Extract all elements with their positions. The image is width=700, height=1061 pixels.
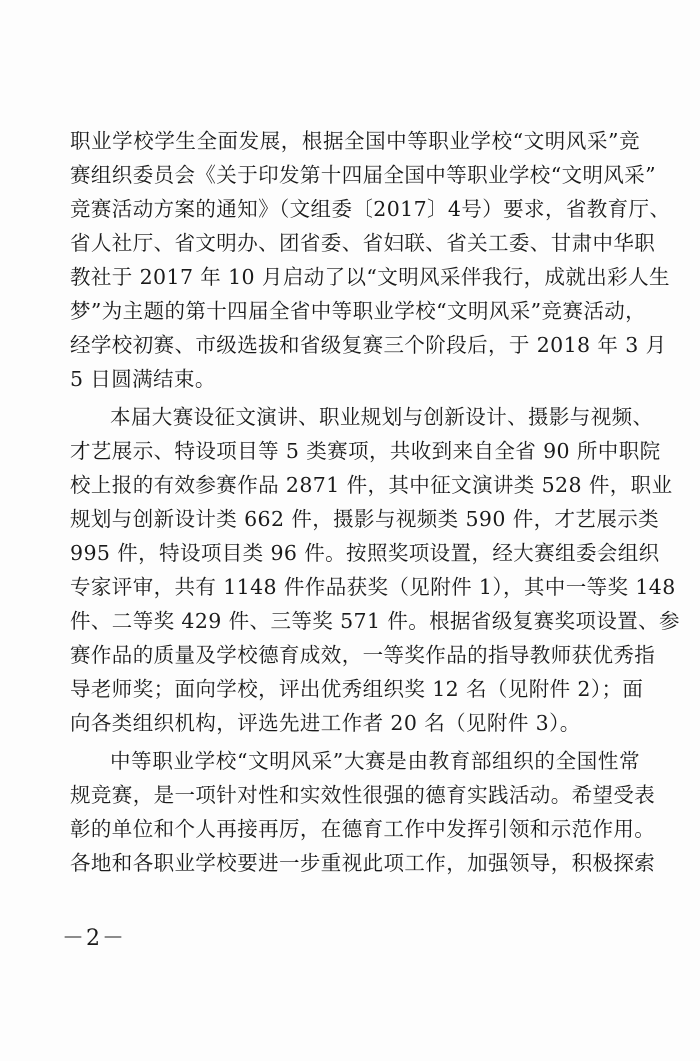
text-line: 教社于 2017 年 10 月启动了以“文明风采伴我行，成就出彩人生 [70,265,670,289]
text-line: 件、二等奖 429 件、三等奖 571 件。根据省级复赛奖项设置、参 [70,609,680,633]
text-line: 995 件，特设项目类 96 件。按照奖项设置，经大赛组委会组织 [70,541,660,565]
text-line: 彰的单位和个人再接再厉，在德育工作中发挥引领和示范作用。 [70,817,656,841]
page-number: －2－ [62,926,126,951]
text-line: 竞赛活动方案的通知》（文组委〔2017〕4号）要求，省教育厅、 [70,197,671,221]
text-line: 梦”为主题的第十四届全省中等职业学校“文明风采”竞赛活动， [70,299,647,323]
text-line: 本届大赛设征文演讲、职业规划与创新设计、摄影与视频、 [110,405,654,429]
text-line: 5 日圆满结束。 [70,367,216,391]
text-line: 规划与创新设计类 662 件，摄影与视频类 590 件，才艺展示类 [70,507,660,531]
text-line: 经学校初赛、市级选拔和省级复赛三个阶段后，于 2018 年 3 月 [70,333,667,357]
text-line: 才艺展示、特设项目等 5 类赛项，共收到来自全省 90 所中职院 [70,439,661,463]
text-line: 向各类组织机构，评选先进工作者 20 名（见附件 3）。 [70,711,581,735]
text-line: 职业学校学生全面发展，根据全国中等职业学校“文明风采”竞 [70,129,640,153]
text-line: 校上报的有效参赛作品 2871 件，其中征文演讲类 528 件，职业 [70,473,673,497]
text-line: 赛作品的质量及学校德育成效，一等奖作品的指导教师获优秀指 [70,643,656,667]
text-line: 规竞赛，是一项针对性和实效性很强的德育实践活动。希望受表 [70,783,656,807]
text-line: 赛组织委员会《关于印发第十四届全国中等职业学校“文明风采” [70,163,657,187]
text-line: 中等职业学校“文明风采”大赛是由教育部组织的全国性常 [110,749,640,773]
text-line: 各地和各职业学校要进一步重视此项工作，加强领导，积极探索 [70,851,656,875]
text-line: 导老师奖；面向学校，评出优秀组织奖 12 名（见附件 2）；面 [70,677,644,701]
text-line: 专家评审，共有 1148 件作品获奖（见附件 1），其中一等奖 148 [70,575,676,599]
text-line: 省人社厅、省文明办、团省委、省妇联、省关工委、甘肃中华职 [70,231,656,255]
